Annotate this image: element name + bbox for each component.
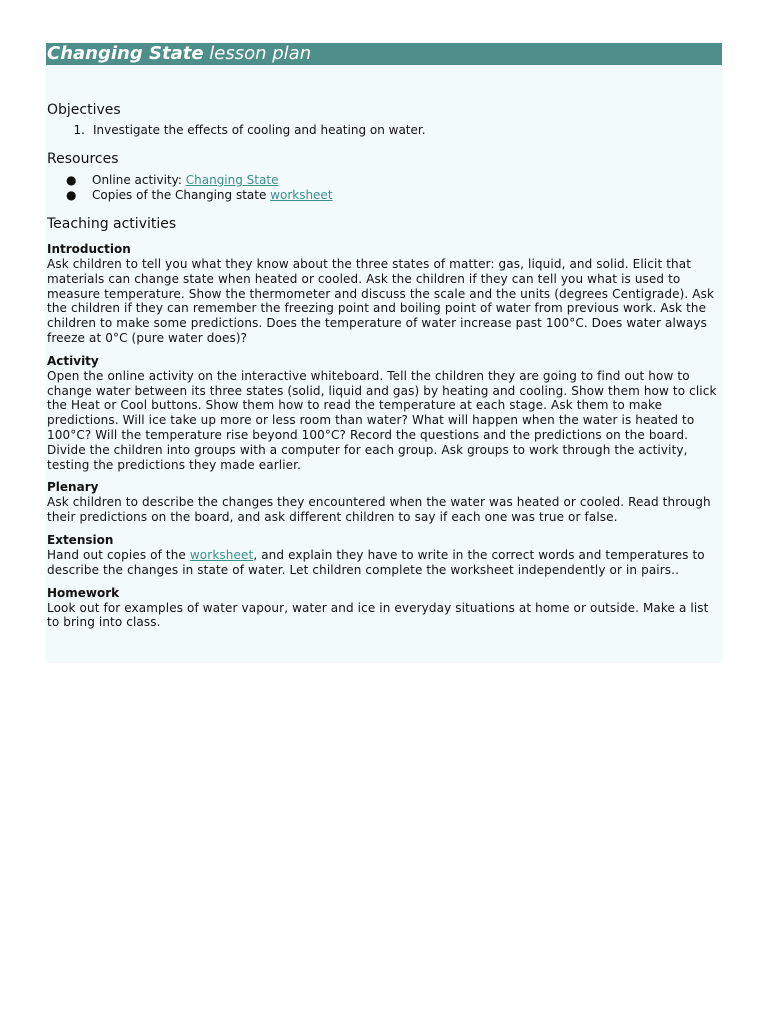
- resource-item-worksheet: [47, 188, 722, 203]
- plenary-heading: Plenary: [47, 480, 99, 495]
- homework-heading: Homework: [47, 585, 120, 600]
- page-title-rest: lesson plan: [203, 43, 312, 64]
- objective-item: [47, 119, 722, 138]
- bullet-icon: ●: [66, 188, 77, 202]
- introduction-heading: Introduction: [47, 242, 131, 256]
- extension-heading: Extension: [47, 532, 114, 547]
- lesson-plan-page: [46, 43, 722, 663]
- activity-heading: Activity: [47, 353, 99, 368]
- page-title-bold: Changing State: [47, 43, 204, 64]
- objective-number: 1.: [73, 123, 85, 137]
- resources-list: [47, 168, 722, 203]
- resources-heading: Resources: [47, 151, 119, 167]
- plenary-text: Ask children to describe the changes they encountered when the water was heated or cooled. Read through their predictions on the board, and ask different children to say if each one was true or false.: [47, 495, 711, 525]
- resource-text: Online activity:: [92, 173, 186, 187]
- extension-worksheet-link[interactable]: worksheet: [189, 547, 254, 562]
- worksheet-link[interactable]: worksheet: [270, 188, 333, 202]
- objective-text: Investigate the effects of cooling and heating on water.: [93, 123, 426, 137]
- objectives-list: [47, 119, 722, 138]
- introduction-text: Ask children to tell you what they know about the three states of matter: gas, liquid, and solid. Elicit that materials can change state when heated or cooled. Ask the children if they can tell you what is used to measure temperature. Show the thermometer and discuss the scale and the units (degrees Centigrade). Ask the children if they can remember the freezing point and boiling point of water from previous work. Ask the children to make some predictions. Does the temperature of water increase past 100°C. Does water always freeze at 0°C (pure water does)?: [47, 257, 715, 345]
- resource-item-online-activity: [47, 168, 722, 188]
- homework-text: Look out for examples of water vapour, water and ice in everyday situations at home or outside. Make a list to bring into class.: [47, 600, 709, 630]
- objectives-heading: Objectives: [47, 102, 121, 118]
- lesson-content: [46, 65, 722, 630]
- extension-text-before: Hand out copies of the: [47, 547, 190, 562]
- extension-text: [47, 548, 722, 578]
- activity-text: Open the online activity on the interactive whiteboard. Tell the children they are going to find out how to change water between its three states (solid, liquid and gas) by heating and cooling. Show them how to click the Heat or Cool buttons. Show them how to read the temperature at each stage. Ask them to make predictions. Will ice take up more or less room than water? What will happen when the water is heated to 100°C? Will the temperature rise beyond 100°C? Record the questions and the predictions on the board. Divide the children into groups with a computer for each group. Ask groups to work through the activity, testing the predictions they made earlier.: [47, 368, 717, 472]
- teaching-activities-heading: Teaching activities: [47, 216, 177, 232]
- page-title: [46, 43, 722, 65]
- extension-text-after: , and explain they have to write in the correct words and temperatures to describe the changes in state of water. Let children complete the worksheet independently or in pairs..: [47, 547, 705, 577]
- bullet-icon: ●: [66, 173, 77, 187]
- resource-text: Copies of the Changing state: [92, 188, 271, 202]
- changing-state-link[interactable]: Changing State: [185, 173, 279, 187]
